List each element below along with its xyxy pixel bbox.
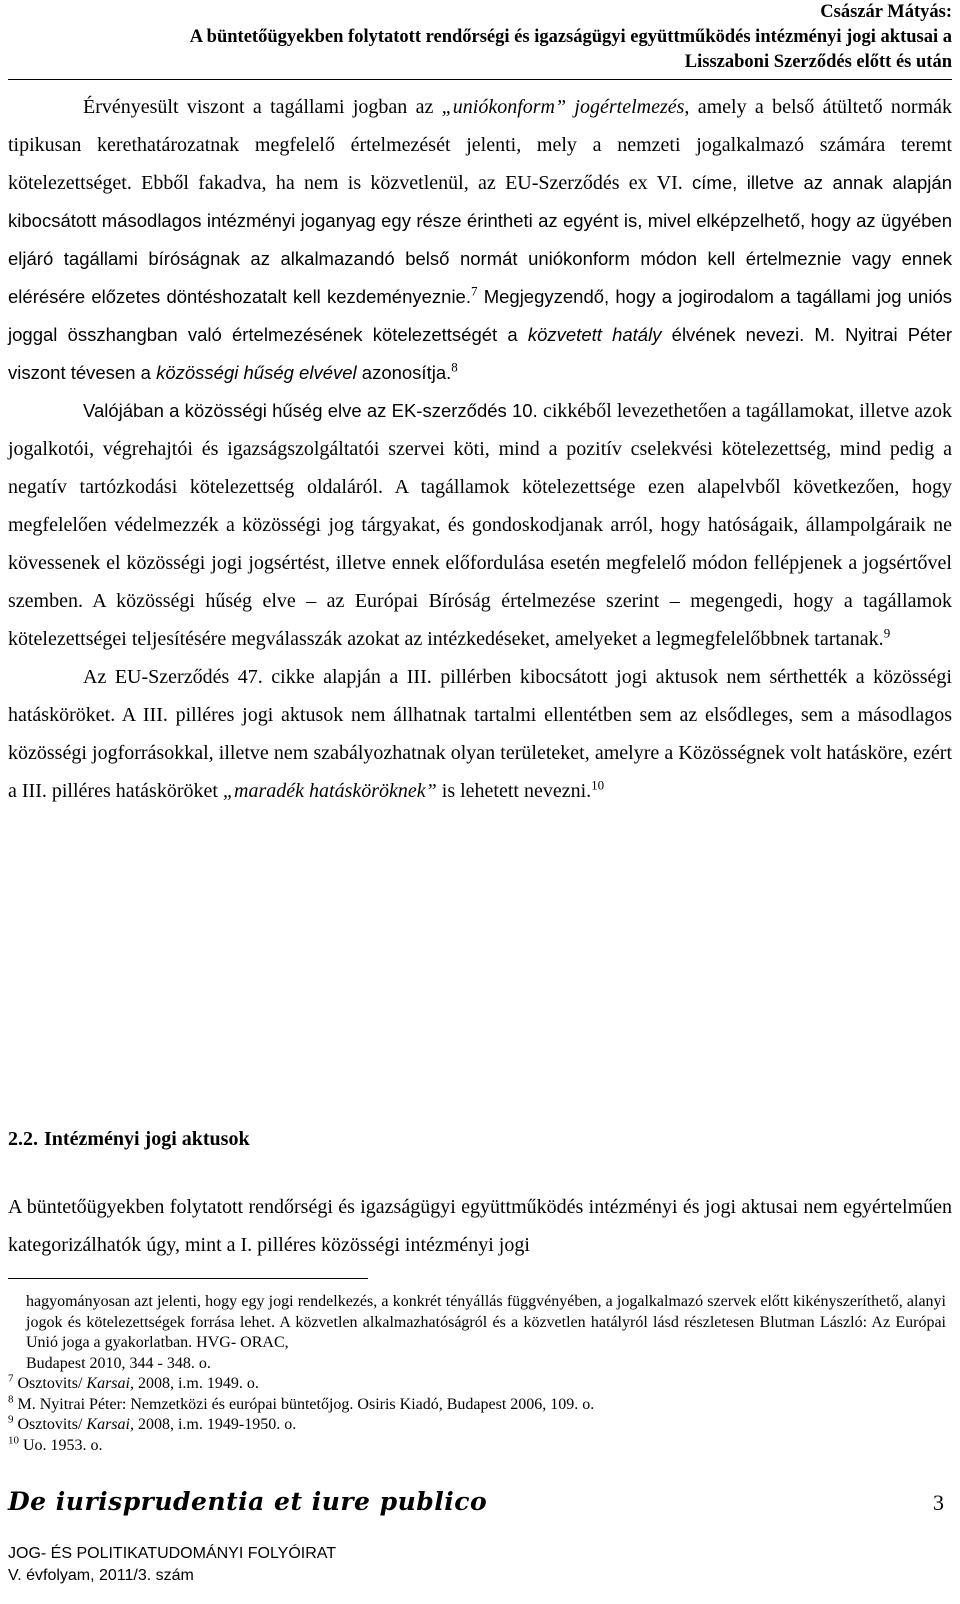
header-title-line1: A büntetőügyekben folytatott rendőrségi és igazságügyi együttműködés intézményi jogi aktusai a bbox=[189, 27, 952, 47]
footnote-ref-10[interactable]: 10 bbox=[591, 777, 605, 793]
paragraph-2 bbox=[8, 392, 952, 658]
footnote-text: Osztovits/ bbox=[13, 1375, 87, 1392]
footnote-text: 2008, i.m. 1949-1950. o. bbox=[133, 1416, 297, 1433]
paragraph-1 bbox=[8, 88, 952, 392]
footnote-number: 10 bbox=[8, 1434, 19, 1447]
header-divider bbox=[8, 79, 952, 80]
paragraph-4 bbox=[8, 1188, 952, 1264]
p3-text: is lehetett nevezni. bbox=[436, 780, 592, 802]
footnote-ref-7[interactable]: 7 bbox=[470, 283, 478, 299]
page-number: 3 bbox=[933, 1490, 944, 1515]
footnote-7 bbox=[8, 1374, 946, 1395]
footnote-number: 9 bbox=[8, 1413, 14, 1426]
footnote-8 bbox=[8, 1395, 946, 1416]
footnote-text: Osztovits/ bbox=[13, 1416, 87, 1433]
footnotes bbox=[8, 1292, 946, 1456]
footnote-number: 7 bbox=[8, 1372, 14, 1385]
footnote-continued bbox=[8, 1292, 946, 1374]
journal-issue: V. évfolyam, 2011/3. szám bbox=[8, 1567, 194, 1584]
footnote-text: 2008, i.m. 1949. o. bbox=[133, 1375, 259, 1392]
journal-subtitle bbox=[8, 1543, 336, 1587]
p2-sans-text: Valójában a közösségi hűség elve az EK-szerződés 10. bbox=[83, 400, 543, 421]
p3-italic-term: „maradék hatásköröknek” bbox=[222, 780, 437, 802]
p1-italic-term: közvetett hatály bbox=[527, 324, 662, 345]
paragraph-3 bbox=[8, 658, 952, 810]
footnote-author: Karsai, bbox=[86, 1375, 134, 1392]
footnote-9 bbox=[8, 1415, 946, 1436]
p1-text: Érvényesült viszont a tagállami jogban az bbox=[83, 96, 442, 118]
p2-text: A tagállamok kötelezettsége ezen alapelvből következően, hogy megfelelően védelmezzék a közösségi jog tárgyakat, és gondoskodjanak arról, hogy hatóságaik, állampolgáraik ne kövessenek el közösségi jogi jogsértést, illetve ennek előfordulása esetén megfelelő módon fellépjenek a jogsértővel szemben. A közösségi hűség elve – az Európai Bíróság értelmezése szerint – megengedi, hogy a tagállamok kötelezettségei teljesítésére megválasszák azokat az intézkedéseket, amelyeket a legmegfelelőbbnek tartanak. bbox=[8, 476, 952, 650]
section-number: 2.2. bbox=[8, 1128, 38, 1150]
p4-text: A büntetőügyekben folytatott rendőrségi és igazságügyi együttműködés intézményi és jogi aktusai nem egyértelműen kategorizálhatók úgy, mint a I. pilléres közösségi intézményi jogi bbox=[8, 1196, 952, 1256]
section-title: Intézményi jogi aktusok bbox=[44, 1128, 250, 1150]
footnote-text: M. Nyitrai Péter: Nemzetközi és európai büntetőjog. Osiris Kiadó, Budapest 2006, 109. o. bbox=[13, 1395, 595, 1413]
p3-text: Az EU-Szerződés 47. cikke alapján a III. pillérben kibocsátott jogi aktusok nem sérthették a közösségi hatásköröket. A III. pilléres jogi aktusok nem állhatnak tartalmi ellentétben sem az elsődleges, sem a másodlagos közösségi jogforrásokkal, illetve nem szabályozhatnak olyan területeket, amelyre a Közösségnek volt hatásköre, ezért a III. pilléres hatásköröket bbox=[8, 666, 952, 802]
footnote-continued-text: hagyományosan azt jelenti, hogy egy jogi rendelkezés, a konkrét tényállás függvényében, a jogalkalmazó szervek előtt kikényszeríthető, alanyi jogok és kötelezettségek forrása lehet. A közvetlen alkalmazhatóságról és a közvetlen hatályról lásd részletesen Blutman László: Az Európai Unió joga a gyakorlatban. HVG- ORAC, bbox=[26, 1293, 946, 1351]
footnote-ref-9[interactable]: 9 bbox=[883, 625, 891, 641]
p1-italic-term: közösségi hűség elvével bbox=[156, 362, 357, 383]
p1-sans-text: azonosítja. bbox=[356, 362, 452, 383]
p1-text: , amely a belső átültető normák tipikusan kerethatározatnak megfelelő értelmezését jelenti, mely a nemzeti jogalkalmazó számára teremt kötelezettséget. Ebből fakadva, ha nem is közvetlenül, az EU-Szerződés ex VI. bbox=[8, 96, 952, 194]
p1-sans-text: Megjegyzendő, hogy a jogirodalom a tagállami jog uniós joggal összhangban való értelmezésének kötelezettségét a bbox=[8, 286, 952, 345]
section-heading bbox=[8, 1120, 250, 1158]
header-author: Császár Mátyás: bbox=[820, 2, 952, 22]
footnote-continued-last: Budapest 2010, 344 - 348. o. bbox=[26, 1354, 211, 1372]
footnote-author: Karsai, bbox=[86, 1416, 134, 1433]
p1-italic-term: „uniókonform” jogértelmezés bbox=[441, 96, 685, 118]
footnote-ref-8[interactable]: 8 bbox=[451, 359, 458, 375]
footnote-number: 8 bbox=[8, 1393, 14, 1406]
p1-sans-text: élvének nevezi. M. Nyitrai Péter viszont tévesen a bbox=[8, 324, 952, 383]
p1-sans-text: címe, illetve az annak alapján kibocsátott másodlagos intézményi joganyag egy része érintheti az egyént is, mivel elképzelhető, hogy az ügyében eljáró tagállami bíróságnak az alkalmazandó belső normát uniókonform módon kell értelmeznie vagy ennek elérésére előzetes döntéshozatalt kell kezdeményeznie. bbox=[8, 172, 952, 307]
p2-text: cikkéből levezethetően a tagállamokat, illetve azok jogalkotói, végrehajtói és igazságszolgáltatói szervei köti, mind a pozitív cselekvési kötelezettség, mind pedig a negatív tartózkodási kötelezettség oldaláról. bbox=[8, 400, 952, 498]
running-header bbox=[190, 0, 952, 75]
journal-subtitle-line1: JOG- ÉS POLITIKATUDOMÁNYI FOLYÓIRAT bbox=[8, 1545, 337, 1562]
journal-logo: De iurisprudentia et iure publico bbox=[8, 1487, 488, 1516]
header-title-line2: Lisszaboni Szerződés előtt és után bbox=[684, 52, 952, 72]
main-text bbox=[8, 88, 952, 810]
footnote-text: Uo. 1953. o. bbox=[19, 1436, 103, 1454]
footnote-10 bbox=[8, 1436, 946, 1457]
footnote-divider bbox=[8, 1278, 368, 1279]
